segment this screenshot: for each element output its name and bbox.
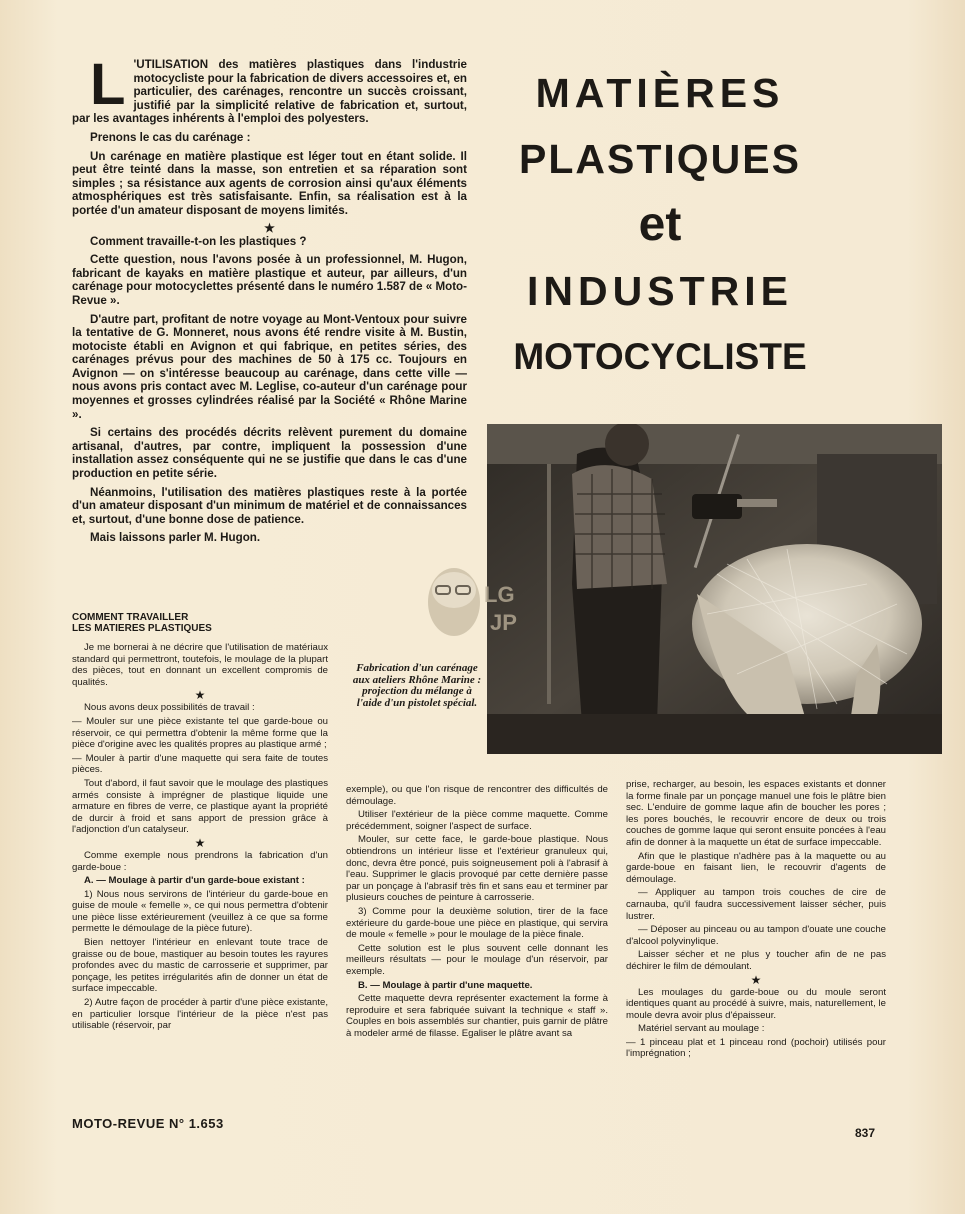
col3-paragraph: Les moulages du garde-boue ou du moule seront identiques quant au procédé à suivre, mais, naturellement, le moule devra avoir plus d'épaisseur.: [626, 986, 886, 1021]
col3-paragraph: — 1 pinceau plat et 1 pinceau rond (pochoir) utilisés pour l'imprégnation ;: [626, 1036, 886, 1060]
col3-paragraph: prise, recharger, au besoin, les espaces existants et donner la forme finale par un ponçage manuel une fois le plâtre bien sec. L'enduire de gomme laque afin de boucher les pores ; les pores bouchés, le recouvrir encore de deux ou trois couches de gomme laque qui seront ensuite poncées à l'eau afin de donner à la maquette un état de surface impeccable.: [626, 779, 886, 848]
title-line-2: PLASTIQUES: [519, 136, 801, 182]
magazine-issue: MOTO-REVUE N° 1.653: [72, 1116, 224, 1131]
body-column-3: [626, 779, 886, 1062]
col3-paragraph: — Déposer au pinceau ou au tampon d'ouate une couche d'alcool polyvinylique.: [626, 924, 886, 947]
col2-paragraph: 3) Comme pour la deuxième solution, tirer de la face extérieure du garde-boue une pièce en plastique, qui servira de moule « femelle » pour le moulage de la pièce finale.: [346, 905, 608, 941]
watermark-stamp: [412, 560, 537, 650]
title-line-1: MATIÈRES: [535, 70, 785, 116]
col1-paragraph: Bien nettoyer l'intérieur en enlevant toute trace de graisse ou de boue, mastiquer au besoin toutes les rayures profondes avec du mastic de carrosserie et supprimer, par ponçage, les petites irrégularités afin de donner un état de surface impeccable.: [72, 937, 328, 995]
col2-paragraph: Mouler, sur cette face, le garde-boue plastique. Nous obtiendrons un intérieur lisse et l'extérieur granuleux qui, donc, devra être poncé, puis soigneusement poli à l'abrasif à l'eau. Supprimer le glacis provoqué par cette dernière passe par un ponçage à l'abrasif très fin et sans eau et terminer par plusieurs couches de peinture à carrosserie.: [346, 834, 608, 904]
title-line-5: MOTOCYCLISTE: [513, 336, 807, 377]
intro-paragraph-4: Comment travaille-t-on les plastiques ?: [90, 234, 307, 248]
star-separator: ★: [194, 688, 206, 703]
title-line-4: INDUSTRIE: [527, 268, 793, 314]
body-column-2: [346, 784, 608, 1041]
col1-paragraph: — Mouler sur une pièce existante tel que garde-boue ou réservoir, ce qui permettra d'obtenir la même forme que la pièce d'origine avec les qualités propres au plastique armé ;: [72, 715, 328, 751]
svg-text:JP: JP: [490, 610, 517, 635]
col3-paragraph: Afin que le plastique n'adhère pas à la maquette ou au garde-boue en faisant lien, le recouvrir d'agents de démoulage.: [626, 850, 886, 885]
intro-paragraph-2: Prenons le cas du carénage :: [90, 130, 251, 144]
intro-paragraph-5: Cette question, nous l'avons posée à un professionnel, M. Hugon, fabricant de kayaks en matière plastique et auteur, par ailleurs, d'un carénage pour motocyclettes présenté dans le numéro 1.587 de « Moto-Revue ».: [72, 253, 467, 307]
col2-paragraph: Cette solution est le plus souvent celle donnant les meilleurs résultats — pour le moulage d'un réservoir, par exemple.: [346, 942, 608, 977]
col1-paragraph: — Mouler à partir d'une maquette qui sera faite de toutes pièces.: [72, 752, 328, 776]
title-line-3: et: [638, 198, 682, 251]
drop-cap: L: [90, 52, 126, 117]
body-column-1: [72, 612, 328, 1034]
col1-paragraph: 2) Autre façon de procéder à partir d'une pièce existante, en particulier lorsque l'intérieur de la pièce n'est pas utilisable (réservoir, par: [72, 997, 328, 1032]
col1-paragraph: Je me bornerai à ne décrire que l'utilisation de matériaux standard qui permettront, toutefois, le moulage de la plupart des pièces, tout en donnant un excellent compromis de qualités.: [72, 642, 328, 688]
col1-paragraph: Nous avons deux possibilités de travail :: [84, 702, 255, 714]
photo-illustration: [487, 424, 942, 754]
page-number: 837: [855, 1126, 876, 1140]
intro-paragraph-1: L 'UTILISATION des matières plastiques dans l'industrie motocycliste pour la fabrication de divers accessoires et, en particulier, des carénages, rencontre un succès croissant, justifié par la simplicité relative de fabrication et, surtout, par les avantages inhérents à l'emploi des polyesters.: [72, 52, 467, 126]
col1-paragraph: Comme exemple nous prendrons la fabrication d'un garde-boue :: [72, 849, 328, 873]
col2-paragraph: exemple), ou que l'on risque de rencontrer des difficultés de démoulage.: [346, 784, 608, 807]
workshop-photo: [487, 424, 942, 754]
star-separator: ★: [750, 972, 762, 987]
intro-paragraph-7: Si certains des procédés décrits relèvent purement du domaine artisanal, d'autres, par contre, impliquent la possession d'une installation assez conséquente qui ne se justifie que dans le cas d'une production en petite série.: [72, 426, 467, 481]
intro-text: [72, 52, 467, 550]
intro-paragraph-3: Un carénage en matière plastique est léger tout en étant solide. Il peut être teinté dans la masse, son entretien et sa réparation sont simples ; sa résistance aux agents de corrosion ainsi qu'aux éléments atmosphériques est très satisfaisante. Enfin, sa réalisation est à la portée d'un amateur disposant de moyens limités.: [72, 149, 467, 217]
intro-paragraph-8: Néanmoins, l'utilisation des matières plastiques reste à la portée d'un amateur disposant d'un minimum de matériel et de connaissances et, surtout, d'une bonne dose de patience.: [72, 485, 467, 526]
col2-paragraph: Utiliser l'extérieur de la pièce comme maquette. Comme précédemment, soigner l'aspect de surface.: [346, 809, 608, 832]
col3-paragraph: Laisser sécher et ne plus y toucher afin de ne pas déchirer le film de démoulant.: [626, 949, 886, 972]
photo-caption: Fabrication d'un carénage aux ateliers Rhône Marine : projection du mélange à l'aide d'un pistolet spécial.: [352, 662, 482, 709]
intro-paragraph-9: Mais laissons parler M. Hugon.: [90, 531, 261, 545]
star-separator: ★: [194, 835, 206, 850]
article-title: [490, 60, 830, 390]
watermark-logo: [412, 560, 537, 650]
intro-paragraph-6: D'autre part, profitant de notre voyage au Mont-Ventoux pour suivre la tentative de G. Monneret, nous avons été rendre visite à M. Bustin, motociste établi en Avignon et qui fabrique, en petites séries, des carénages prévus pour des machines de 50 à 175 cc. Toujours en Avignon — on s'intéresse beaucoup au carénage, dans cette ville — nous avons pris contact avec M. Leglise, co-auteur d'un carénage pour moyennes et grosses cylindrées réalisé par la Société « Rhône Marine ».: [72, 312, 467, 421]
col1-subheading: A. — Moulage à partir d'un garde-boue existant :: [84, 875, 305, 887]
col2-paragraph: Cette maquette devra représenter exactement la forme à reproduire et sera fabriquée suivant la technique « staff ». Couples en bois assemblés sur chantier, puis garnir de plâtre à modeler armé de filasse. Egaliser le plâtre avant sa: [346, 993, 608, 1039]
svg-text:LG: LG: [484, 582, 515, 607]
section-heading: COMMENT TRAVAILLER LES MATIERES PLASTIQUES: [72, 612, 212, 634]
col2-subheading: B. — Moulage à partir d'une maquette.: [358, 979, 533, 991]
col1-paragraph: Tout d'abord, il faut savoir que le moulage des plastiques armés consiste à imprégner de plastique liquide une armature en fibres de verre, ce plastique ayant la propriété de durcir à froid et sans apport de pression grâce à l'adjonction d'un catalyseur.: [72, 777, 328, 836]
col3-paragraph: — Appliquer au tampon trois couches de cire de carnauba, qu'il faudra successivement laisser sécher, puis lustrer.: [626, 887, 886, 922]
col3-paragraph: Matériel servant au moulage :: [638, 1023, 765, 1035]
star-separator: ★: [264, 220, 275, 235]
col1-paragraph: 1) Nous nous servirons de l'intérieur du garde-boue en guise de moule « femelle », ce qui nous permettra d'obtenir une pièce lisse extérieurement (veuillez à ce que sa forme permette le démoulage de la pièce future).: [72, 888, 328, 935]
